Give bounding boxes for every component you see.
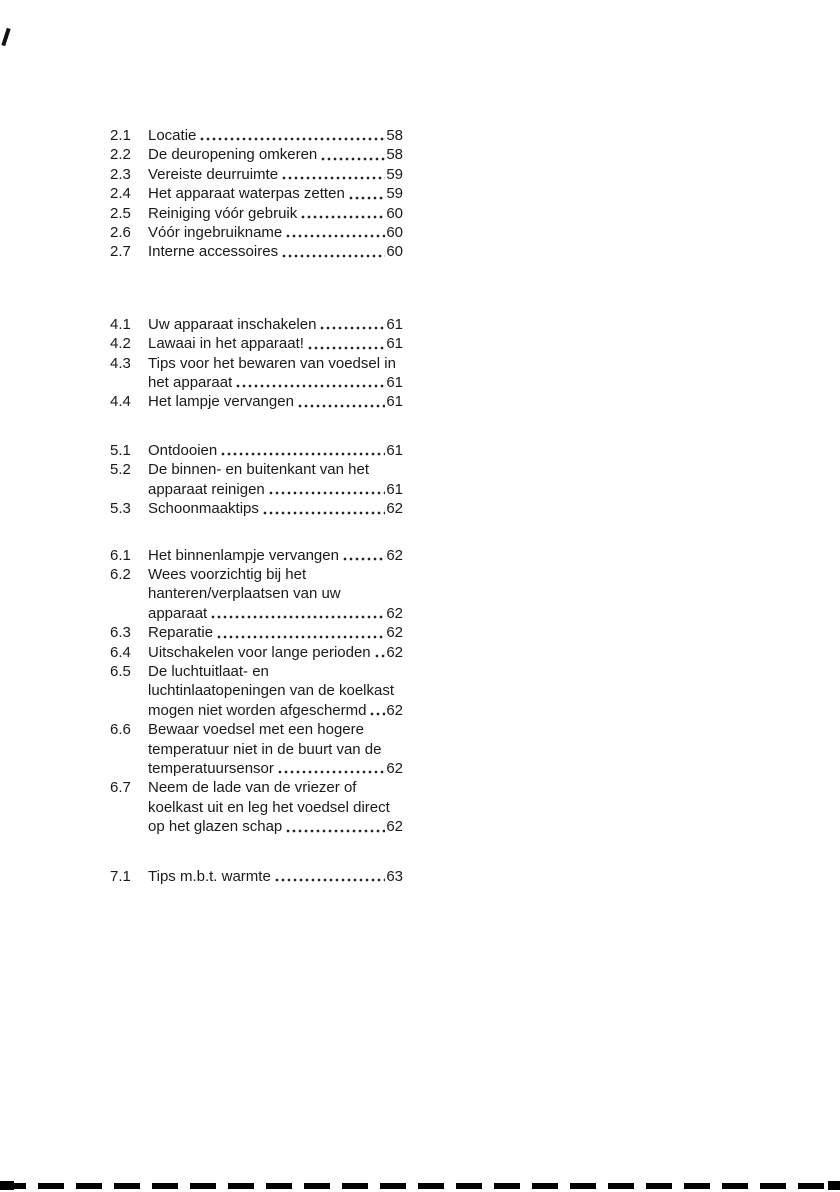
dot-leader: [210, 604, 385, 623]
toc-entry-number: 4.2: [110, 335, 131, 353]
toc-entry-4.1: [110, 315, 403, 334]
toc-entry-number: 2.7: [110, 243, 131, 261]
toc-entry-6.6: [110, 720, 403, 778]
toc-title-last-line: [148, 759, 403, 778]
toc-title-text: Locatie: [148, 127, 197, 144]
toc-entry-body: [148, 662, 403, 720]
toc-title-text: Schoonmaaktips: [148, 500, 259, 518]
toc-entry-body: [148, 499, 403, 518]
toc-entry-6.1: [110, 546, 403, 565]
toc-entry-6.2: [110, 565, 403, 623]
toc-entry-body: [148, 126, 403, 145]
toc-entry-body: [148, 460, 403, 499]
toc-page-number: 62: [386, 546, 403, 564]
toc-entry-number: 2.2: [110, 146, 131, 164]
toc-title-last-line: [148, 223, 403, 242]
toc-page-number: 62: [386, 759, 403, 777]
toc-title-last-line: [148, 204, 403, 223]
toc-entry-number: 2.1: [110, 127, 131, 144]
toc-group-4: [110, 315, 403, 412]
dot-leader: [281, 165, 385, 184]
toc-title-line: De binnen- en buitenkant van het: [148, 461, 369, 479]
dot-leader: [274, 867, 386, 886]
toc-entry-body: [148, 354, 403, 393]
toc-entry-2.1: [110, 126, 403, 145]
dot-leader: [268, 480, 386, 499]
toc-entry-number: 5.3: [110, 500, 131, 518]
toc-group-7: [110, 867, 403, 886]
toc-title-line: hanteren/verplaatsen van uw: [148, 585, 341, 603]
toc-entry-body: [148, 643, 403, 662]
toc-page-number: 61: [386, 441, 403, 459]
toc-entry-number: 6.1: [110, 546, 131, 564]
toc-title-last-line: [148, 441, 403, 460]
toc-entry-number: 2.6: [110, 224, 131, 242]
toc-entry-number: 4.1: [110, 315, 131, 333]
toc-entry-number: 6.2: [110, 565, 131, 583]
toc-title-line: luchtinlaatopeningen van de koelkast: [148, 682, 395, 700]
toc-page-number: 62: [386, 604, 403, 622]
scan-artifact-bottom-right: [828, 1181, 840, 1190]
toc-title-text: Reparatie: [148, 624, 214, 642]
toc-page-number: 61: [386, 374, 403, 392]
toc-entry-number: 2.3: [110, 165, 131, 183]
toc-entry-body: [148, 223, 403, 242]
toc-title-line: Neem de lade van de vriezer of: [148, 779, 357, 797]
dot-leader: [216, 623, 385, 642]
toc-title-text: Het binnenlampje vervangen: [148, 546, 339, 564]
toc-entry-number: 5.1: [110, 441, 131, 459]
toc-entry-2.6: [110, 223, 403, 242]
toc-page-number: 63: [386, 867, 403, 885]
toc-entry-number: 2.4: [110, 185, 131, 203]
toc-title-last-line: [148, 604, 403, 623]
dot-leader: [220, 441, 385, 460]
toc-title-text: apparaat: [148, 604, 208, 622]
toc-entry-6.7: [110, 778, 403, 836]
dot-leader: [300, 204, 385, 223]
toc-entry-7.1: [110, 867, 403, 886]
toc-page-number: 62: [386, 643, 403, 661]
toc-entry-body: [148, 778, 403, 836]
dot-leader: [277, 759, 385, 778]
toc-entry-body: [148, 623, 403, 642]
toc-title-last-line: [148, 623, 403, 642]
toc-title-last-line: [148, 499, 403, 518]
toc-page-number: 62: [386, 701, 403, 719]
dot-leader: [297, 392, 385, 411]
toc-page-number: 58: [386, 146, 403, 164]
dot-leader: [281, 242, 385, 261]
toc-title-last-line: [148, 315, 403, 334]
toc-title-line: Tips voor het bewaren van voedsel in: [148, 354, 396, 372]
toc-page-number: 59: [386, 185, 403, 203]
toc-title-last-line: [148, 145, 403, 164]
toc-entry-body: [148, 334, 403, 353]
toc-entry-number: 7.1: [110, 867, 131, 885]
toc-title-text: Het lampje vervangen: [148, 393, 294, 411]
toc-entry-number: 6.4: [110, 643, 131, 661]
dot-leader: [307, 334, 385, 353]
toc-title-text: Uitschakelen voor lange perioden: [148, 643, 371, 661]
toc-group-6: [110, 546, 403, 837]
toc-entry-number: 4.4: [110, 393, 131, 411]
toc-title-last-line: [148, 643, 403, 662]
toc-entry-6.3: [110, 623, 403, 642]
toc-page-number: 60: [386, 224, 403, 242]
toc-title-last-line: [148, 867, 403, 886]
toc-entry-2.2: [110, 145, 403, 164]
toc-page-number: 60: [386, 243, 403, 261]
toc-title-last-line: [148, 184, 403, 203]
toc-title-line: Wees voorzichtig bij het: [148, 565, 307, 583]
toc-entry-body: [148, 867, 403, 886]
toc-entry-body: [148, 315, 403, 334]
toc-title-text: Uw apparaat inschakelen: [148, 315, 317, 333]
toc-entry-body: [148, 145, 403, 164]
toc-page-number: 58: [386, 127, 403, 144]
scan-artifact-bottom-edge: [0, 1183, 840, 1189]
toc-entry-body: [148, 565, 403, 623]
toc-entry-number: 4.3: [110, 354, 131, 372]
toc-page-number: 62: [386, 624, 403, 642]
toc-title-last-line: [148, 392, 403, 411]
toc-entry-2.5: [110, 204, 403, 223]
toc-entry-2.7: [110, 242, 403, 261]
toc-title-line: temperatuur niet in de buurt van de: [148, 740, 382, 758]
toc-entry-4.4: [110, 392, 403, 411]
dot-leader: [348, 184, 386, 203]
toc-entry-number: 6.5: [110, 662, 131, 680]
toc-title-text: De deuropening omkeren: [148, 146, 318, 164]
toc-title-text: op het glazen schap: [148, 818, 283, 836]
toc-entry-2.3: [110, 165, 403, 184]
dot-leader: [342, 546, 385, 565]
toc-entry-body: [148, 720, 403, 778]
toc-page-number: 62: [386, 818, 403, 836]
toc-title-last-line: [148, 480, 403, 499]
dot-leader: [320, 145, 385, 164]
toc-title-line: Bewaar voedsel met een hogere: [148, 721, 364, 739]
dot-leader: [285, 223, 385, 242]
toc-title-last-line: [148, 701, 403, 720]
dot-leader: [199, 126, 385, 145]
toc-page-number: 59: [386, 165, 403, 183]
dot-leader: [374, 643, 386, 662]
scan-artifact-top-left: [1, 28, 10, 46]
toc-title-line: De luchtuitlaat- en: [148, 662, 269, 680]
toc-title-line: koelkast uit en leg het voedsel direct: [148, 798, 390, 816]
toc-title-text: apparaat reinigen: [148, 480, 265, 498]
toc-title-text: Interne accessoires: [148, 243, 279, 261]
toc-entry-number: 5.2: [110, 461, 131, 479]
toc-entry-body: [148, 242, 403, 261]
toc-page-number: 61: [386, 335, 403, 353]
toc-group-5: [110, 441, 403, 519]
dot-leader: [235, 373, 385, 392]
toc-page-number: 62: [386, 500, 403, 518]
toc-entry-number: 6.6: [110, 721, 131, 739]
toc-title-text: Het apparaat waterpas zetten: [148, 185, 345, 203]
toc-page-number: 61: [386, 315, 403, 333]
toc-title-text: Ontdooien: [148, 441, 218, 459]
dot-leader: [285, 817, 385, 836]
toc-title-last-line: [148, 546, 403, 565]
toc-entry-body: [148, 392, 403, 411]
toc-entry-4.3: [110, 354, 403, 393]
dot-leader: [319, 315, 385, 334]
toc-entry-6.5: [110, 662, 403, 720]
toc-title-text: Tips m.b.t. warmte: [148, 867, 271, 885]
dot-leader: [369, 701, 385, 720]
toc-entry-number: 6.7: [110, 779, 131, 797]
toc-entry-body: [148, 204, 403, 223]
toc-entry-number: 2.5: [110, 204, 131, 222]
toc-entry-body: [148, 184, 403, 203]
toc-title-text: temperatuursensor: [148, 759, 274, 777]
toc-title-last-line: [148, 165, 403, 184]
toc-page-number: 60: [386, 204, 403, 222]
toc-page-number: 61: [386, 480, 403, 498]
toc-title-text: Lawaai in het apparaat!: [148, 335, 304, 353]
scan-artifact-bottom-left: [0, 1181, 14, 1190]
toc-title-last-line: [148, 242, 403, 261]
toc-entry-6.4: [110, 643, 403, 662]
toc-title-last-line: [148, 126, 403, 145]
toc-entry-5.1: [110, 441, 403, 460]
toc-entry-4.2: [110, 334, 403, 353]
table-of-contents: [110, 126, 403, 886]
toc-title-text: mogen niet worden afgeschermd: [148, 701, 367, 719]
toc-entry-5.2: [110, 460, 403, 499]
toc-title-last-line: [148, 334, 403, 353]
toc-group-2: [110, 126, 403, 262]
toc-entry-number: 6.3: [110, 624, 131, 642]
toc-entry-body: [148, 441, 403, 460]
toc-title-text: het apparaat: [148, 374, 233, 392]
toc-title-last-line: [148, 817, 403, 836]
toc-title-text: Vereiste deurruimte: [148, 165, 279, 183]
toc-entry-body: [148, 165, 403, 184]
toc-title-text: Vóór ingebruikname: [148, 224, 283, 242]
toc-title-text: Reiniging vóór gebruik: [148, 204, 298, 222]
dot-leader: [262, 499, 385, 518]
toc-page-number: 61: [386, 393, 403, 411]
toc-entry-body: [148, 546, 403, 565]
toc-entry-5.3: [110, 499, 403, 518]
toc-entry-2.4: [110, 184, 403, 203]
toc-title-last-line: [148, 373, 403, 392]
